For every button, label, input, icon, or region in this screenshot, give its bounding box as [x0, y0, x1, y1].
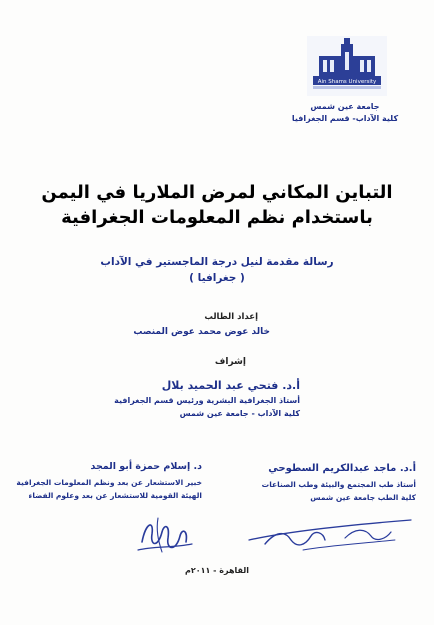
third-supervisor-position: خبير الاستشعار عن بعد ونظم المعلومات الجغرافية — [16, 478, 202, 487]
signature-right — [245, 510, 415, 554]
prepared-by-label: إعداد الطالب — [204, 312, 258, 322]
thesis-title-line-2: باستخدام نظم المعلومات الجغرافية — [61, 207, 373, 228]
supervision-label: إشراف — [214, 357, 246, 367]
main-supervisor-affiliation: كلية الآداب - جامعة عين شمس — [179, 409, 300, 418]
second-supervisor-position: أستاذ طب المجتمع والبيئة وطب الصناعات — [261, 480, 416, 489]
signature-left — [128, 512, 200, 558]
student-name: خالد عوض محمد عوض المنصب — [133, 327, 270, 337]
third-supervisor-affiliation: الهيئة القومية للاستشعار عن بعد وعلوم الفضاء — [28, 491, 202, 500]
university-logo — [307, 36, 387, 96]
main-supervisor-name: أ.د. فتحي عبد الحميد بلال — [161, 379, 300, 392]
thesis-description: رسالة مقدمة لنيل درجة الماجستير في الآداب — [100, 256, 334, 268]
third-supervisor-name: د. إسلام حمزة أبو المجد — [90, 461, 202, 472]
faculty-department: كلية الآداب- قسم الجغرافيا — [291, 114, 399, 123]
place-date: القاهرة - ٢٠١١م — [184, 566, 250, 575]
university-name: جامعة عين شمس — [310, 102, 380, 111]
thesis-title-line-1: التباين المكاني لمرض الملاريا في اليمن — [41, 182, 393, 203]
second-supervisor-affiliation: كلية الطب جامعة عين شمس — [310, 493, 416, 502]
second-supervisor-name: أ.د. ماجد عبدالكريم السطوحي — [268, 463, 416, 474]
thesis-specialization: ( جغرافيا ) — [189, 272, 245, 284]
logo-text: Ain Shams University — [317, 79, 377, 85]
main-supervisor-position: أستاذ الجغرافية البشرية ورئيس قسم الجغرافية — [114, 396, 300, 405]
